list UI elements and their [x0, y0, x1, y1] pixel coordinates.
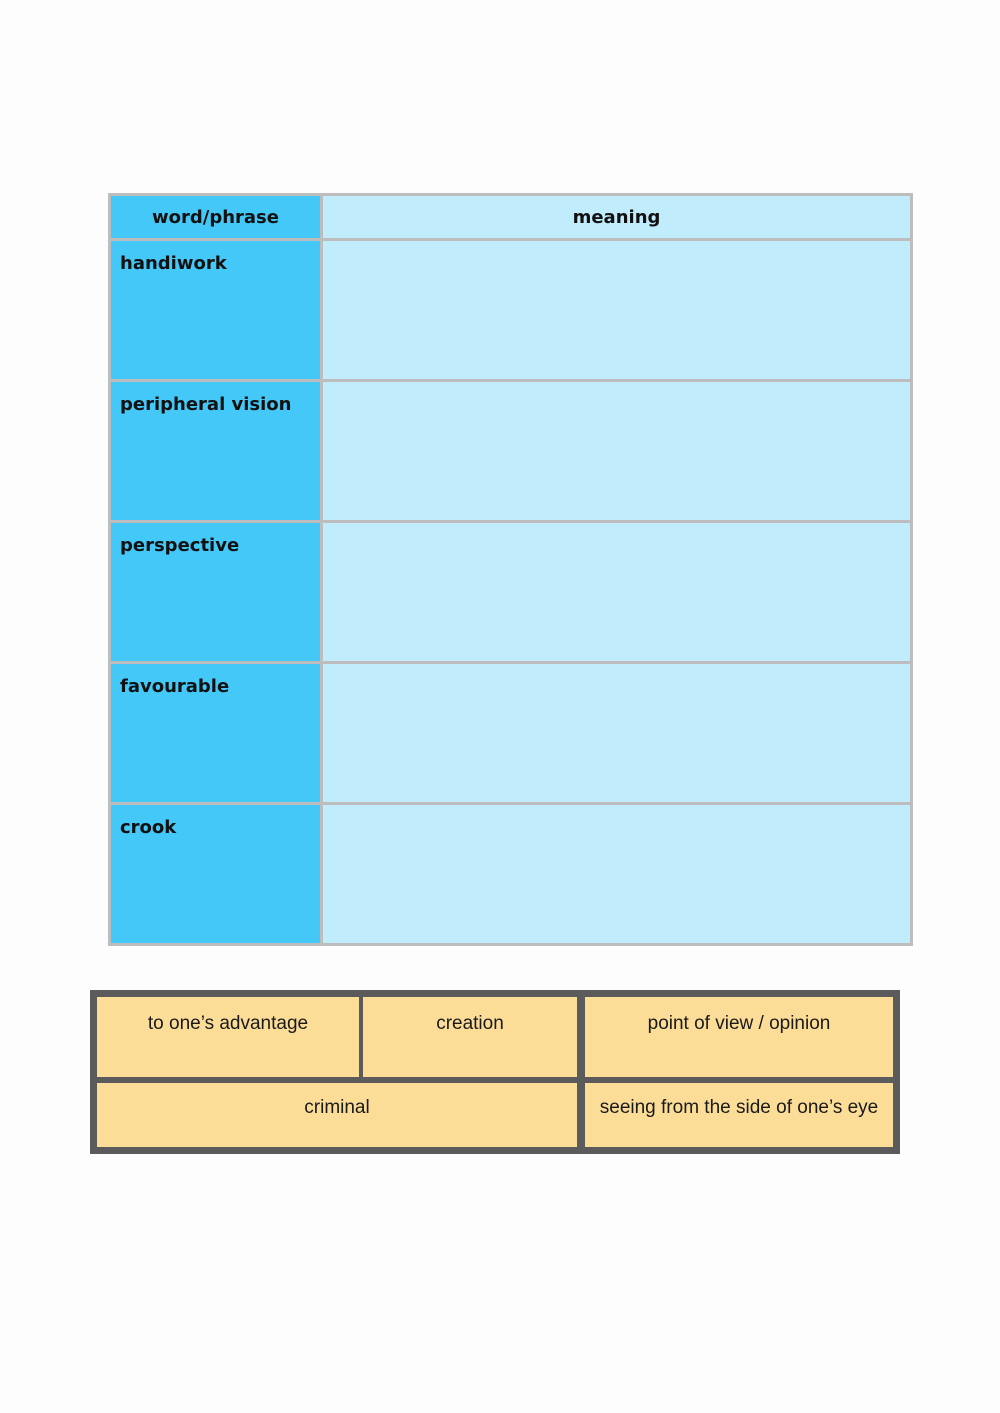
meaning-answer-box[interactable] [322, 663, 912, 804]
meaning-column-header: meaning [322, 195, 912, 240]
vocabulary-table [108, 193, 913, 946]
word-cell: peripheral vision [110, 381, 322, 522]
table-row [110, 663, 912, 804]
meaning-answer-box[interactable] [322, 804, 912, 945]
table-row [110, 804, 912, 945]
word-column-header: word/phrase [110, 195, 322, 240]
answer-bank [90, 990, 900, 1154]
answer-option[interactable]: seeing from the side of one’s eye [585, 1083, 893, 1147]
word-cell: perspective [110, 522, 322, 663]
word-cell: crook [110, 804, 322, 945]
meaning-answer-box[interactable] [322, 240, 912, 381]
table-header-row [110, 195, 912, 240]
answer-option[interactable]: creation [363, 997, 577, 1077]
answer-option[interactable]: criminal [97, 1083, 577, 1147]
table-row [110, 240, 912, 381]
word-cell: favourable [110, 663, 322, 804]
table-row [110, 522, 912, 663]
answer-option[interactable]: to one’s advantage [97, 997, 359, 1077]
word-cell: handiwork [110, 240, 322, 381]
meaning-answer-box[interactable] [322, 522, 912, 663]
meaning-answer-box[interactable] [322, 381, 912, 522]
table-row [110, 381, 912, 522]
answer-option[interactable]: point of view / opinion [585, 997, 893, 1077]
